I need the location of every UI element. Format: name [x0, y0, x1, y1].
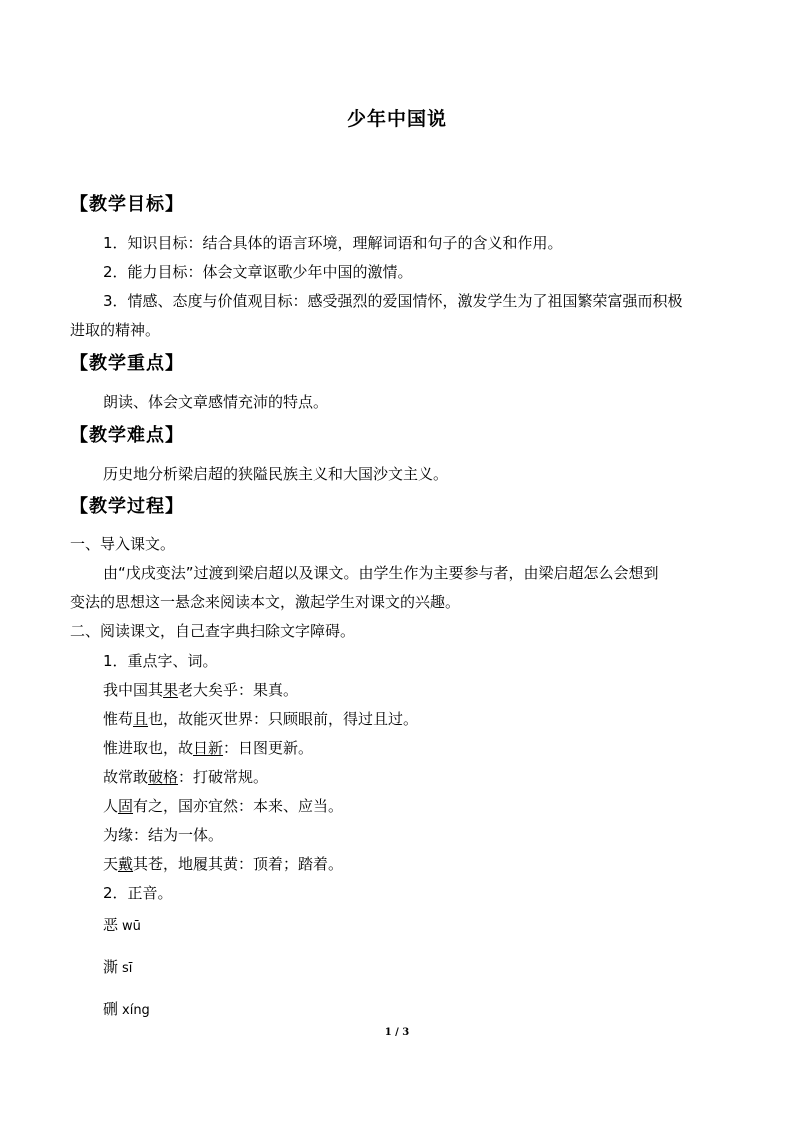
- difficulties-text: 历史地分析梁启超的狭隘民族主义和大国沙文主义。: [103, 465, 449, 483]
- word-entry: 天戴其苍，地履其黄：顶着；踏着。: [103, 855, 344, 873]
- word-entry: 我中国其果老大矣乎：果真。: [103, 681, 299, 699]
- word-entry: 人固有之，国亦宜然：本来、应当。: [103, 797, 344, 815]
- process-step-2: 二、阅读课文，自己查字典扫除文字障碍。: [70, 622, 356, 640]
- process-step-1-text-line-1: 由“戊戌变法”过渡到梁启超以及课文。由学生作为主要参与者，由梁启超怎么会想到: [103, 564, 659, 582]
- keypoints-text: 朗读、体会文章感情充沛的特点。: [103, 393, 329, 411]
- pronunciation-entry: 澌 sī: [103, 958, 133, 976]
- pronunciation-entry: 恶 wū: [103, 916, 141, 934]
- subsection-key-words: 1．重点字、词。: [103, 652, 218, 670]
- word-entry: 为缘：结为一体。: [103, 826, 224, 844]
- word-entry: 惟苟且也，故能灭世界：只顾眼前，得过且过。: [103, 710, 419, 728]
- page-title: 少年中国说: [346, 108, 447, 130]
- heading-difficulties: 【教学难点】: [70, 425, 184, 446]
- process-step-1: 一、导入课文。: [70, 535, 176, 553]
- word-entry: 惟进取也，故日新：日图更新。: [103, 739, 314, 757]
- heading-goals: 【教学目标】: [70, 194, 184, 215]
- word-entry: 故常敢破格：打破常规。: [103, 768, 269, 786]
- pronunciation-entry: 硎 xíng: [103, 1000, 150, 1018]
- heading-process: 【教学过程】: [70, 496, 184, 517]
- goal-2: 2．能力目标：体会文章讴歌少年中国的激情。: [103, 263, 413, 281]
- heading-keypoints: 【教学重点】: [70, 353, 184, 374]
- goal-3-line-2: 进取的精神。: [70, 321, 161, 339]
- subsection-pronunciation: 2．正音。: [103, 884, 173, 902]
- goal-1: 1．知识目标：结合具体的语言环境，理解词语和句子的含义和作用。: [103, 234, 563, 252]
- process-step-1-text-line-2: 变法的思想这一悬念来阅读本文，激起学生对课文的兴趣。: [70, 593, 461, 611]
- goal-3-line-1: 3．情感、态度与价值观目标：感受强烈的爱国情怀，激发学生为了祖国繁荣富强而积极: [103, 292, 683, 310]
- page-number: 1 / 3: [384, 1027, 410, 1038]
